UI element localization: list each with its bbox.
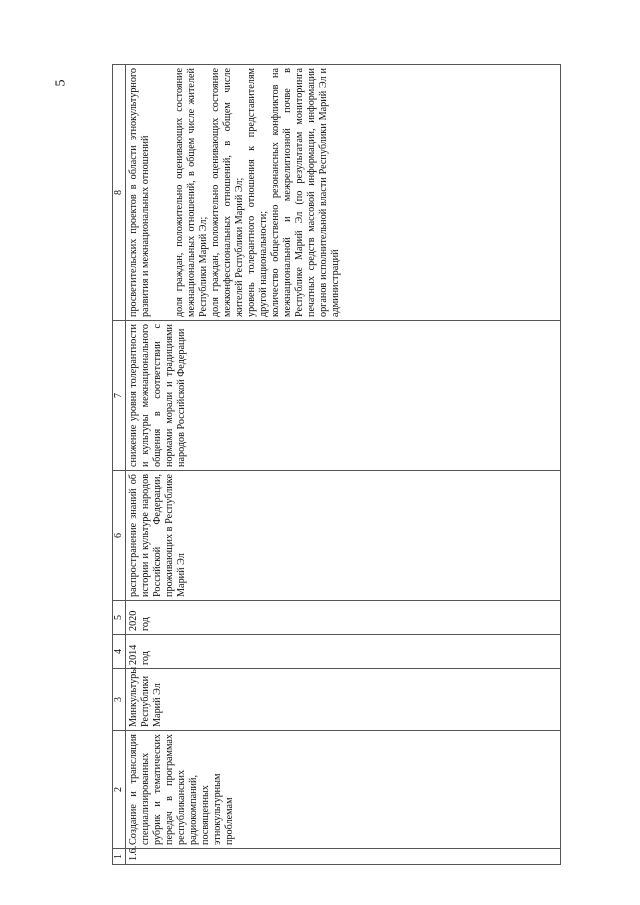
header-col-2: 2: [113, 731, 126, 849]
activity-cell: Создание и трансляция специализированных рубрик и тематических передач в программах республиканских радиокомпаний, посвященных этнокультурным проблемам: [126, 731, 561, 849]
header-col-5: 5: [113, 601, 126, 635]
rotated-table-sheet: [112, 65, 582, 865]
indicator-item: доля граждан, положительно оценивающих состояние межконфессиональных отношений, в общем числе жителей Республики Марий Эл;: [210, 68, 245, 317]
header-col-6: 6: [113, 471, 126, 601]
indicator-item: уровень толерантного отношения к представителям другой национальности;: [246, 68, 269, 317]
header-col-3: 3: [113, 669, 126, 731]
executor-cell: Минкультуры Республики Марий Эл: [126, 669, 561, 731]
indicator-item: доля граждан, положительно оценивающих состояние межнациональных отношений, в общем числе жителей Республики Марий Эл;: [174, 68, 209, 317]
page-number: 5: [53, 79, 69, 87]
header-col-7: 7: [113, 321, 126, 471]
indicators-top-text: просветительских проектов в области этнокультурного развития и межнациональных отношений: [128, 68, 151, 317]
indicator-item: количество общественно резонансных конфликтов на межнациональной и межрелигиозной почве в Республике Марий Эл (по результатам мониторинга печатных средств массовой информации, информации органов исполнительной власти Республики Марий Эл и администраций: [270, 68, 341, 317]
table-row: [126, 65, 561, 865]
header-row: [113, 65, 126, 865]
expected-result-cell: распространение знаний об истории и культуре народов Российской Федерации, проживающих в Республике Марий Эл: [126, 471, 561, 601]
header-col-8: 8: [113, 65, 126, 321]
risk-cell: снижение уровня толерантности и культуры межнационального общения в соответствии с нормами морали и традициями народов Российской Федерации: [126, 321, 561, 471]
start-year-cell: 2014 год: [126, 635, 561, 669]
end-year-cell: 2020 год: [126, 601, 561, 635]
row-number: 1.6.: [126, 849, 561, 865]
header-col-1: 1: [113, 849, 126, 865]
program-table: [112, 64, 561, 865]
indicators-cell: [126, 65, 561, 321]
header-col-4: 4: [113, 635, 126, 669]
